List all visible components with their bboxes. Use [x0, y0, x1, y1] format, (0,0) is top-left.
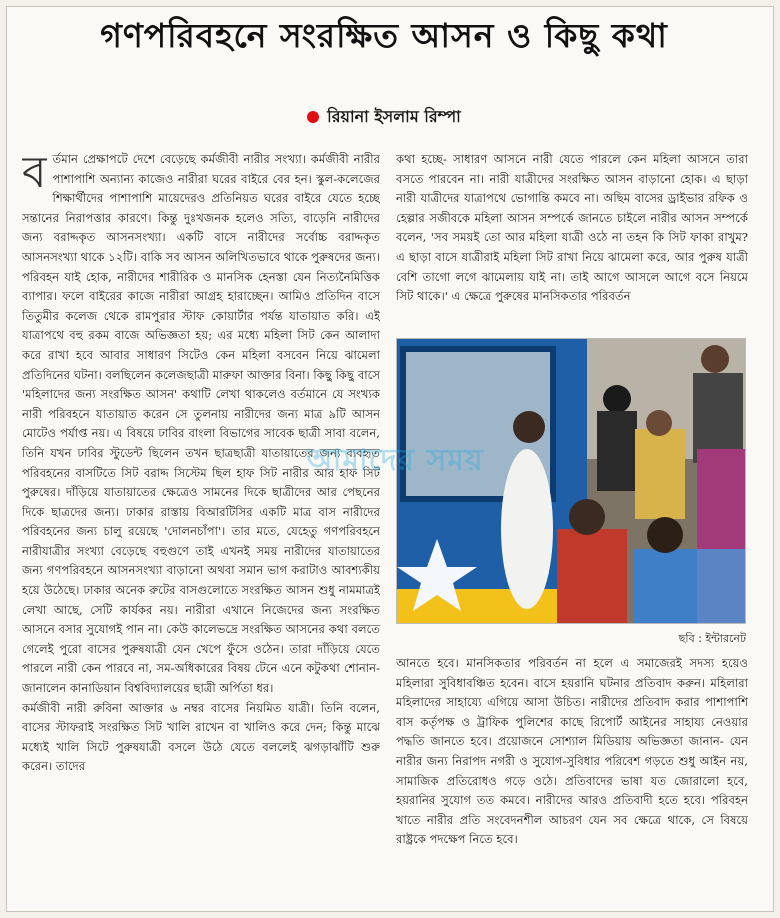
left-column [22, 150, 380, 890]
paragraph-4: আনতে হবে। মানসিকতার পরিবর্তন না হলে এ সমাজেরই সদস্য হয়েও মহিলারা সুবিধাবঞ্চিত হবেন। বাসে হয়রানি ঘটনার প্রতিবাদ করুন। মহিলারা মহিলাদের সাহায্যে এগিয়ে আসা উচিত। নারীদের প্রতিবাদ করার পাশাপাশি বাস কর্তৃপক্ষ ও ট্রাফিক পুলিশের কাছে রিপোর্ট আইনের সাহায্য নেওয়ার পদ্ধতি জানতে হবে। প্রয়োজনে সোশ্যাল মিডিয়ায় অভিজ্ঞতা জানান- যেন নারীর জন্য নিরাপদ নগরী ও সুযোগ-সুবিধার পরিবেশ গড়তে শুধু আইন নয়, সামাজিক প্রতিরোধও গড়ে ওঠে। প্রতিবাদের ভাষা যত জোরালো হবে, হয়রানির সুযোগ তত কমবে। নারীদের আরও প্রতিবাদী হতে হবে। পরিবহন খাতে নারীর প্রতি সংবেদনশীল আচরণ যেন সব ক্ষেত্রে থাকে, সে বিষয়ে রাষ্ট্রকে পদক্ষেপ নিতে হবে। [396, 656, 748, 847]
paragraph-2: কর্মজীবী নারী রুবিনা আক্তার ৬ নম্বর বাসের নিয়মিত যাত্রী। তিনি বলেন, বাসের স্টাফরাই সংরক্ষিত সিট খালি রাখেন বা খালিও করে দেন; কিন্তু মাঝে মধ্যেই খালি সিটে পুরুষযাত্রী বসলে উঠে যেতে বললেই ঝগড়াঝাঁটি শুরু করেন। তাদের [22, 700, 380, 774]
paragraph-3: কথা হচ্ছে- সাধারণ আসনে নারী যেতে পারলে কেন মহিলা আসনে তারা বসতে পারবেন না। নারী যাত্রীদের সংরক্ষিত আসন বাড়ানো হোক। এ ছাড়া নারী যাত্রীদের যাত্রাপথে ভোগান্তি কমবে না। অছিম বাসের ড্রাইভার রফিক ও হেল্পার সজীবকে মহিলা আসন সম্পর্কে জানতে চাইলে নারীর আসন সম্পর্কে বলেন, 'সব সময়ই তো আর মহিলা যাত্রী ওঠে না তহন কি সিট ফাকা রাখুম? এ ছাড়া বাসে যাত্রীরাই মহিলা সিট রাখা নিয়ে ঝামেলা করে, আর পুরুষ যাত্রী বেশি তাগো লগে ঝামেলায় যাই না। তাই আগে আসলে আগে বসে নিয়মে সিট থাকে।' এ ক্ষেত্রে পুরুষের মানসিকতার পরিবর্তন [396, 152, 748, 304]
right-column-bottom [396, 654, 748, 890]
byline [0, 104, 768, 131]
byline-dot-icon [307, 111, 319, 123]
headline: গণপরিবহনে সংরক্ষিত আসন ও কিছু কথা [100, 16, 668, 55]
author-name: রিয়ানা ইসলাম রিম্পা [327, 107, 461, 126]
drop-cap: ব [22, 150, 47, 198]
paragraph-1: র্তমান প্রেক্ষাপটে দেশে বেড়েছে কর্মজীবী নারীর সংখ্যা। কর্মজীবী নারীর পাশাপাশি অন্যান্য কাজেও নারীরা ঘরের বাইরে বের হন। স্কুল-কলেজের শিক্ষার্থীদের পাশাপাশি মায়েদেরও প্রতিনিয়ত ঘরের বাইরে যেতে হচ্ছে সন্তানের নিরাপত্তার কারণে। কিন্তু দুঃখজনক হলেও সত্যি, বাড়েনি নারীদের জন্য বরাদ্দকৃত আসনসংখ্যা। একটি বাসে নারীদের সর্বোচ্চ বরাদ্দকৃত আসনসংখ্যা থাকে ১২টি। বাকি সব আসন অলিখিতভাবে থাকে পুরুষদের জন্য। পরিবহন যাই হোক, নারীদের শারীরিক ও মানসিক হেনস্তা যেন নিত্যনৈমিত্তিক ব্যাপার। ফলে বাইরের কাজে নারীরা আগ্রহ হারাচ্ছেন। আমিও প্রতিদিন বাসে তিতুমীর কলেজ থেকে রামপুরার স্টাফ কোয়ার্টার পর্যন্ত যাতায়াত করি। এই যাত্রাপথে বহু রকম বাজে অভিজ্ঞতা হয়; এর মধ্যে মহিলা সিট কেন আলাদা করে রাখা হবে আবার সাধারণ সিটেও কেন মহিলা বসবেন নিয়ে ঝামেলা প্রতিদিনের ঘটনা। বলছিলেন কলেজছাত্রী মারুফা আক্তার বিনা। কিছু কিছু বাসে 'মহিলাদের জন্য সংরক্ষিত আসন' কথাটি লেখা থাকলেও বর্তমানে যে সংখ্যক নারী পরিবহনে যাতায়াত করেন সে তুলনায় নারীদের জন্য মাত্র ৯টি আসন মোটেও পর্যাপ্ত নয়। এ বিষয়ে ঢাবির বাংলা বিভাগের সাবেক ছাত্রী সাবা বলেন, তিনি যখন ঢাবির স্টুডেন্ট ছিলেন তখন ছাত্রছাত্রী যাতায়াতের জন্য ব্যবহৃত পরিবহনের বাসটিতে সিট বরাদ্দ সিস্টেম ছিল হাফ সিট নারীর আর হাফ সিট পুরুষের। দাঁড়িয়ে যাতায়াতের ক্ষেত্রেও সামনের দিকে ছাত্রীদের আর পেছনের দিকে ছাত্রদের জন্য। ঢাকার রাস্তায় বিআরটিসির একটি মাত্র বাস নারীদের পরিবহনের জন্য চালু রয়েছে 'দোলনচাঁপা'। তার মতে, যেহেতু গণপরিবহনে নারীযাত্রীর সংখ্যা বেড়েছে বহুগুণে তাই এখনই সময় নারীদের যাতায়াতের জন্য গণপরিবহনে আসনসংখ্যা বাড়ানো অথবা সমান ভাগ করাটাও আবশ্যকীয় হয়ে উঠেছে। ঢাকার অনেক রুটের বাসগুলোতে সংরক্ষিত আসন শুধু নামমাত্রই লেখা আছে, সেটি কার্যকর নয়। নারীরা এখানে নিজেদের জন্য সংরক্ষিত আসনে বসার সুযোগই পান না। কেউ কালেভদ্রে সংরক্ষিত আসনের কথা বলতে গেলেই পুরো বাসের পুরুষযাত্রী যেন খেপে ফুঁসে ওঠেন। তারা দাঁড়িয়ে যেতে পারলে নারী কেন পারবে না, সম-অধিকারের বিষয় টেনে এনে কটুকথা শোনান- জানালেন কানাডিয়ান বিশ্ববিদ্যালয়ের ছাত্রী অর্পিতা ধর। [22, 152, 380, 696]
publisher-watermark: আমাদের সময় [306, 443, 484, 478]
photo-caption: ছবি : ইন্টারনেট [678, 632, 746, 645]
right-column-top [396, 150, 748, 328]
